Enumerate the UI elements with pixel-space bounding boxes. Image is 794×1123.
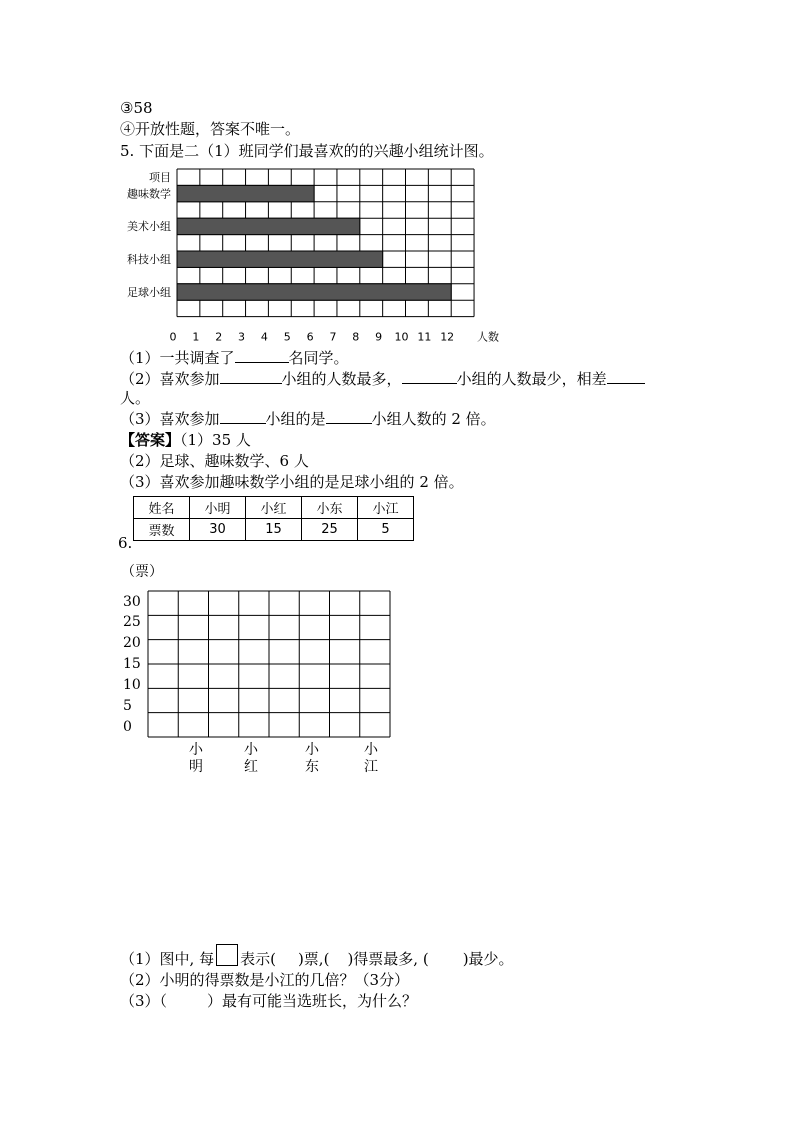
x-tick-label: 5 [283,330,291,344]
table-cell: 小江 [358,497,414,519]
q6-p1-text-e: )最少。 [462,950,514,968]
bar [177,185,314,201]
vote-grid[interactable] [147,590,393,740]
q5-part-1 [120,348,349,368]
table-row [134,497,414,519]
q6-p3-text-b: ）最有可能当选班长，为什么？ [207,992,418,1010]
q5-part-2 [120,369,645,389]
bar [177,218,360,234]
category-label: 美术小组 [127,220,171,234]
x-name-xiaojiang: 小 江 [364,742,378,775]
grid-square-icon [216,944,238,966]
y-axis-label: 项目 [149,171,171,184]
table-row [134,519,414,541]
x-tick-label: 3 [238,330,246,344]
table-cell: 15 [246,519,302,541]
x-name-xiaohong: 小 红 [244,742,258,775]
x-tick-label: 1 [192,330,200,344]
question-6-number: 6. [118,534,133,552]
category-label: 科技小组 [127,253,171,266]
table-cell: 小明 [190,497,246,519]
blank[interactable] [326,409,372,424]
table-cell: 小红 [246,497,302,519]
q6-p1-text-b: 表示( [240,950,276,968]
table-cell: 25 [302,519,358,541]
answer-tag: 【答案】 [120,431,181,449]
q5-p2-text-a: （2）喜欢参加 [120,370,220,388]
table-cell: 5 [358,519,414,541]
q6-part-3 [120,991,417,1011]
answer-line-3: ③58 [120,99,153,117]
x-tick-label: 9 [375,330,383,344]
blank[interactable] [402,369,457,384]
vote-table [133,496,414,541]
answer-line-4: ④开放性题，答案不唯一。 [120,120,301,138]
category-label: 足球小组 [127,285,171,299]
y-tick-20: 20 [123,635,141,651]
blank[interactable] [607,369,645,384]
y-tick-15: 15 [123,656,141,672]
blank[interactable] [220,409,266,424]
x-tick-label: 11 [417,330,432,344]
x-tick-label: 0 [169,330,177,344]
answer-1-text: （1）35 人 [180,431,251,449]
x-tick-label: 7 [329,330,337,344]
table-cell: 小东 [302,497,358,519]
q5-p3-text-a: （3）喜欢参加 [120,410,220,428]
answer-1 [120,430,251,450]
x-tick-label: 2 [215,330,223,344]
q5-part-2-cont: 人。 [120,389,151,407]
q5-part-3 [120,409,496,429]
x-tick-label: 4 [260,330,268,344]
y-tick-25: 25 [123,614,141,630]
q6-p3-text-a: （3）（ [120,992,168,1010]
q5-p2-text-b: 小组的人数最多， [281,370,402,388]
q6-p1-text-c: )票,( [297,950,330,968]
table-header-name: 姓名 [134,497,190,519]
table-header-votes: 票数 [134,519,190,541]
x-axis-label: 人数 [477,330,500,344]
q6-p1-text-a: （1）图中, 每 [120,950,215,968]
vote-grid-lines [148,591,390,737]
x-name-xiaodong: 小 东 [305,742,319,775]
x-tick-label: 6 [306,330,314,344]
category-label: 趣味数学 [127,187,171,201]
y-tick-30: 30 [123,594,141,610]
answer-3: （3）喜欢参加趣味数学小组的是足球小组的 2 倍。 [120,473,464,491]
x-name-xiaoming: 小 明 [189,742,203,775]
x-tick-label: 8 [352,330,360,344]
blank[interactable] [220,369,282,384]
interest-group-bar-chart [110,165,510,350]
answer-2: （2）足球、趣味数学、6 人 [120,452,309,470]
y-tick-10: 10 [123,677,141,693]
bar [177,284,451,300]
q6-part-1 [120,944,514,969]
y-tick-0: 0 [123,719,132,735]
q5-p3-text-b: 小组的是 [265,410,326,428]
x-tick-label: 12 [440,330,455,344]
q5-p2-text-c: 小组的人数最少，相差 [456,370,607,388]
x-tick-label: 10 [394,330,409,344]
bar [177,251,383,267]
q6-part-2: （2）小明的得票数是小江的几倍？（3分） [120,971,410,989]
question-5-title: 5. 下面是二（1）班同学们最喜欢的的兴趣小组统计图。 [120,142,494,160]
q5-p3-text-c: 小组人数的 2 倍。 [371,410,496,428]
q6-p1-text-d: )得票最多, ( [347,950,429,968]
vote-unit-label: （票） [121,564,163,580]
blank[interactable] [235,348,289,363]
y-tick-5: 5 [123,698,132,714]
table-cell: 30 [190,519,246,541]
q5-p1-text-a: （1）一共调查了 [120,349,235,367]
q5-p1-text-b: 名同学。 [288,349,349,367]
